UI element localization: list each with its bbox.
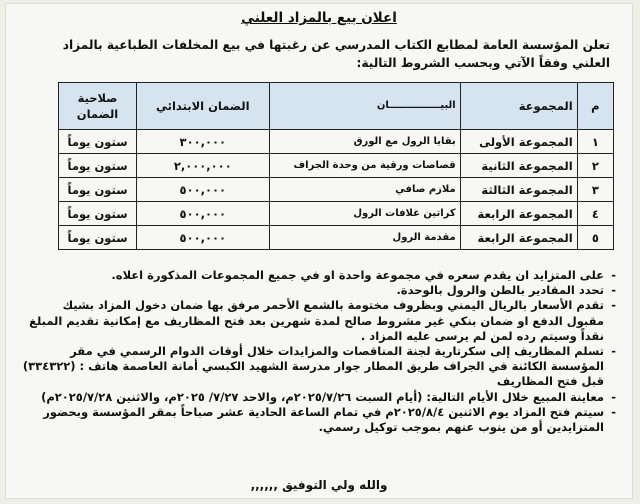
announcement-title: اعلان بيع بالمزاد العلني xyxy=(241,10,397,26)
table-header-row xyxy=(59,83,614,130)
auction-groups-table xyxy=(58,82,614,250)
condition-item: - على المتزايد ان يقدم سعره في مجموعة واحدة او في جميع المجموعات المذكورة اعلاه. xyxy=(22,268,618,283)
table-row xyxy=(59,154,614,178)
table-row xyxy=(59,226,614,250)
row-num: ٤ xyxy=(577,202,613,226)
row-price: ٣٠٠,٠٠٠ xyxy=(137,130,270,154)
row-num: ٥ xyxy=(577,226,613,250)
row-description: مقدمة الرول xyxy=(269,226,460,250)
row-price: ٥٠٠,٠٠٠ xyxy=(137,178,270,202)
header-validity: صلاحية الضمان xyxy=(59,83,137,130)
header-group: المجموعة xyxy=(460,83,577,130)
row-validity: ستون يوماً xyxy=(59,202,137,226)
row-group: المجموعة الثانية xyxy=(460,154,577,178)
row-validity: ستون يوماً xyxy=(59,154,137,178)
announcement-page xyxy=(6,4,632,498)
closing-line: والله ولي التوفيق ,,,,,, xyxy=(250,478,388,492)
condition-item: - تحدد المقادير بالطن والرول بالوحدة. xyxy=(22,283,618,298)
header-price: الضمان الابتدائي xyxy=(137,83,270,130)
row-num: ١ xyxy=(577,130,613,154)
conditions-list xyxy=(22,268,618,435)
row-group: المجموعة الثالثة xyxy=(460,178,577,202)
condition-item: - معاينة المبيع خلال الأيام التالية: (أيام السبت ٢٠٢٥/٧/٢٦م، والاحد ٧/٢٧/ ٢٠٢٥م، والاثنين ٢٠٢٥/٧/٢٨م) xyxy=(22,390,618,405)
table-row xyxy=(59,178,614,202)
row-num: ٢ xyxy=(577,154,613,178)
row-price: ٥٠٠,٠٠٠ xyxy=(137,226,270,250)
condition-item: - تسلم المظاريف إلى سكرتارية لجنة المناقصات والمزايدات خلال أوقات الدوام الرسمي في مقر المؤسسة الكائنة في الجراف طريق المطار جوار مدرسة الشهيد الكبسي أمانة العاصمة هاتف : (٣٣٤٣٢٢) قبل فتح المظاريف xyxy=(22,344,618,390)
row-description: قصاصات ورقية من وحدة الجراف xyxy=(269,154,460,178)
row-description: بقايا الرول مع الورق xyxy=(269,130,460,154)
row-description: كراتين غلافات الرول xyxy=(269,202,460,226)
row-validity: ستون يوماً xyxy=(59,130,137,154)
table-row xyxy=(59,202,614,226)
intro-paragraph: تعلن المؤسسة العامة لمطابع الكتاب المدرسي عن رغبتها في بيع المخلفات الطباعية بالمزاد العلني وفقاً الآتي وبحسب الشروط التالية: xyxy=(62,38,610,70)
header-num: م xyxy=(577,83,613,130)
row-group: المجموعة الرابعة xyxy=(460,226,577,250)
table-row xyxy=(59,130,614,154)
row-description: ملازم صافي xyxy=(269,178,460,202)
condition-item: - تقدم الأسعار بالريال اليمني وبظروف مختومة بالشمع الأحمر مرفق بها ضمان دخول المزاد بشيك مقبول الدفع او ضمان بنكي غير مشروط صالح لمدة شهرين بعد فتح المظاريف مع إمكانية تقديم المبلغ نقداً وسيتم رده لمن لم يرسى عليه المزاد . xyxy=(22,298,618,344)
row-num: ٣ xyxy=(577,178,613,202)
row-group: المجموعة الأولى xyxy=(460,130,577,154)
header-description: البيـــــــــــــــان xyxy=(269,83,460,130)
row-validity: ستون يوماً xyxy=(59,226,137,250)
condition-item: - سيتم فتح المزاد يوم الاثنين ٢٠٢٥/٨/٤م في تمام الساعة الحادية عشر صباحاً بمقر المؤسسة وبحضور المتزايدين أو من ينوب عنهم بموجب توكيل رسمي. xyxy=(22,405,618,435)
row-validity: ستون يوماً xyxy=(59,178,137,202)
row-price: ٥٠٠,٠٠٠ xyxy=(137,202,270,226)
row-group: المجموعة الرابعة xyxy=(460,202,577,226)
row-price: ٢,٠٠٠,٠٠٠ xyxy=(137,154,270,178)
